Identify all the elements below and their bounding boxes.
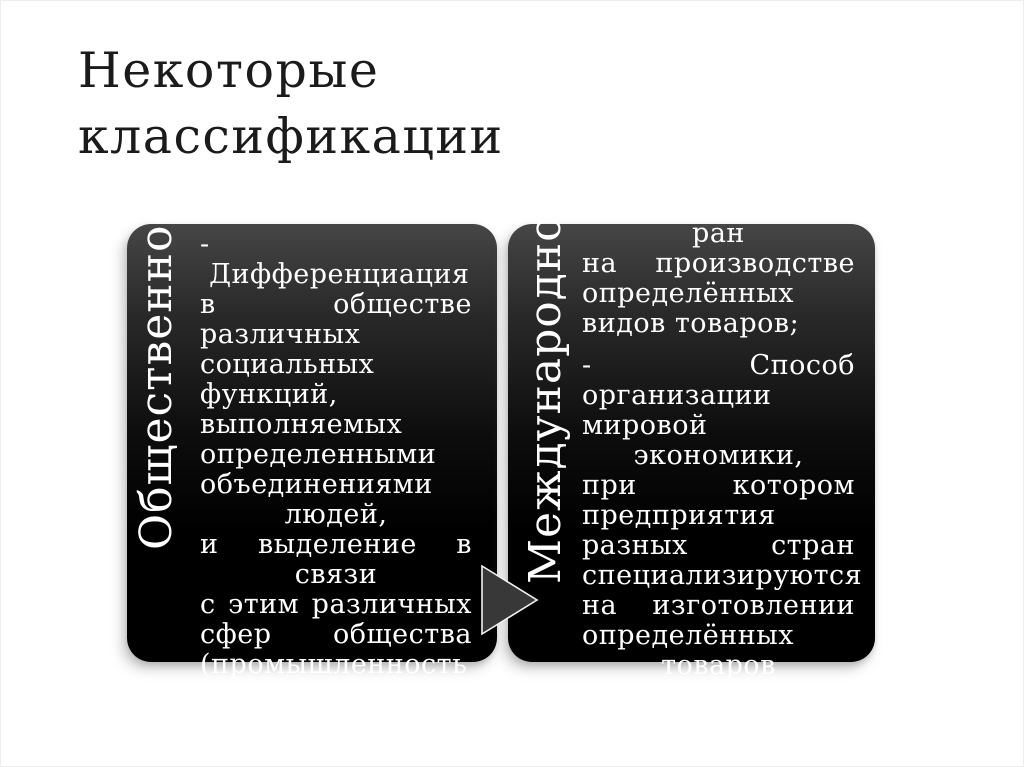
card-right-vertical-label: Международное — [520, 187, 571, 584]
text-line: разных стран — [582, 530, 855, 561]
text-line: при котором — [582, 470, 855, 501]
text-line: и выделение в — [200, 529, 472, 560]
text-line: Дифференциация — [200, 259, 470, 290]
slide-title: Некоторые классификации — [78, 42, 504, 165]
text-line: ран — [692, 218, 745, 249]
right-arrow-icon — [480, 562, 540, 638]
text-line: определённых — [582, 278, 794, 309]
card-left-vertical-label: Общественное — [131, 197, 182, 550]
text-line: функций, — [200, 379, 338, 410]
text-line: определенными — [200, 439, 437, 470]
text-line: сфер общества — [200, 619, 472, 650]
text-line: на производстве — [582, 248, 855, 279]
text-line: социальных — [200, 349, 375, 380]
card-right-international — [508, 187, 875, 681]
text-line: - Способ — [582, 350, 855, 381]
text-line: различных — [200, 319, 361, 350]
text-line: связи — [294, 559, 378, 590]
text-line: на изготовлении — [582, 590, 855, 621]
card-right-text-block — [582, 218, 863, 681]
text-line: (промышленность — [200, 649, 468, 680]
text-line: объединениями — [200, 469, 433, 500]
text-line: в обществе — [200, 289, 472, 320]
card-left-text-block — [200, 230, 472, 680]
text-line: - — [200, 229, 210, 260]
text-line: видов товаров; — [582, 308, 800, 339]
text-line: предприятия — [582, 500, 776, 531]
text-line: специализируются — [582, 560, 863, 591]
text-line: экономики, — [633, 440, 804, 471]
text-line: определённых — [582, 620, 794, 651]
text-line: с этим различных — [200, 589, 472, 620]
text-line: товаров — [661, 650, 776, 681]
text-line: организации — [582, 380, 772, 411]
text-line: выполняемых — [200, 409, 403, 440]
text-line: людей, — [284, 499, 388, 530]
text-line: мировой — [582, 410, 708, 441]
card-left-public — [127, 197, 497, 680]
